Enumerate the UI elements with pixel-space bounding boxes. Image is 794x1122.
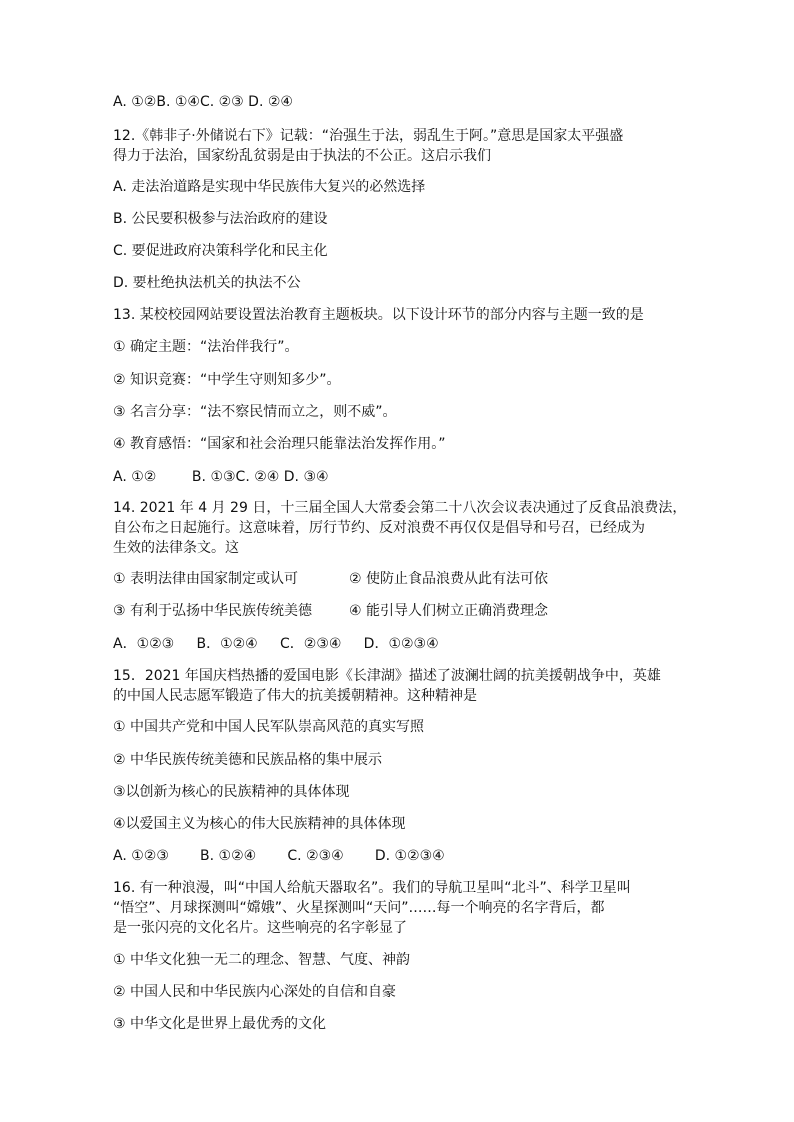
q16-item-2: ② 中国人民和中华民族内心深处的自信和自豪 <box>113 984 396 1000</box>
q12-option-d: D. 要杜绝执法机关的执法不公 <box>113 275 301 291</box>
q14-stem-line-2: 自公布之日起施行。这意味着，厉行节约、反对浪费不再仅仅是倡导和号召，已经成为 <box>113 520 645 536</box>
q12-option-a: A. 走法治道路是实现中华民族伟大复兴的必然选择 <box>113 179 426 195</box>
q15-item-4: ④以爱国主义为核心的伟大民族精神的具体体现 <box>113 816 406 832</box>
q16-item-3: ③ 中华文化是世界上最优秀的文化 <box>113 1016 327 1032</box>
q13-answer-options: A. ①② B. ①③C. ②④ D. ③④ <box>113 469 329 485</box>
q11-answer-options: A. ①②B. ①④C. ②③ D. ②④ <box>113 94 293 110</box>
q13-item-1: ① 确定主题：“法治伴我行”。 <box>113 339 299 355</box>
q12-option-b: B. 公民要积极参与法治政府的建设 <box>113 211 328 227</box>
q15-item-3: ③以创新为核心的民族精神的具体体现 <box>113 784 350 800</box>
q15-answer-options: A. ①②③ B. ①②④ C. ②③④ D. ①②③④ <box>113 848 445 864</box>
q15-item-1: ① 中国共产党和中国人民军队崇高风范的真实写照 <box>113 719 424 735</box>
q12-stem-line-2: 得力于法治，国家纷乱贫弱是由于执法的不公正。这启示我们 <box>113 148 491 164</box>
q14-item-3: ③ 有利于弘扬中华民族传统美德 <box>113 603 313 619</box>
q12-stem-line-1: 12.《韩非子·外储说右下》记载：“治强生于法，弱乱生于阿。”意思是国家太平强盛 <box>113 128 624 144</box>
q16-stem-line-2: “悟空”、月球探测叫“嫦娥”、火星探测叫“天问”……每一个响亮的名字背后，都 <box>113 900 605 916</box>
q13-item-2: ② 知识竞赛：“中学生守则知多少”。 <box>113 372 341 388</box>
q14-stem-line-3: 生效的法律条文。这 <box>113 540 239 556</box>
q15-item-2: ② 中华民族传统美德和民族品格的集中展示 <box>113 752 382 768</box>
q14-answer-options: A．①②③ B．①②④ C．②③④ D．①②③④ <box>113 636 439 652</box>
q12-option-c: C. 要促进政府决策科学化和民主化 <box>113 243 328 259</box>
q16-stem-line-3: 是一张闪亮的文化名片。这些响亮的名字彰显了 <box>113 920 407 936</box>
q14-item-1: ① 表明法律由国家制定或认可 <box>113 571 299 587</box>
q16-item-1: ① 中华文化独一无二的理念、智慧、气度、神韵 <box>113 952 410 968</box>
q14-stem-line-1: 14. 2021 年 4 月 29 日，十三届全国人大常委会第二十八次会议表决通过了反食品浪费法， <box>113 500 687 516</box>
q13-item-4: ④ 教育感悟：“国家和社会治理只能靠法治发挥作用。” <box>113 436 446 452</box>
q14-item-2: ② 使防止食品浪费从此有法可依 <box>349 571 549 587</box>
q15-stem-line-1: 15．2021 年国庆档热播的爱国电影《长津湖》描述了波澜壮阔的抗美援朝战争中，英雄 <box>113 668 661 684</box>
q13-item-3: ③ 名言分享：“法不察民情而立之，则不威”。 <box>113 404 397 420</box>
q14-item-4: ④ 能引导人们树立正确消费理念 <box>349 603 549 619</box>
q14-items-row-2 <box>113 601 548 621</box>
q16-stem-line-1: 16. 有一种浪漫，叫“中国人给航天器取名”。我们的导航卫星叫“北斗”、科学卫星叫 <box>113 880 631 896</box>
q14-items-row-1 <box>113 569 548 589</box>
q13-stem: 13. 某校校园网站要设置法治教育主题板块。以下设计环节的部分内容与主题一致的是 <box>113 307 644 323</box>
q15-stem-line-2: 的中国人民志愿军锻造了伟大的抗美援朝精神。这种精神是 <box>113 688 477 704</box>
